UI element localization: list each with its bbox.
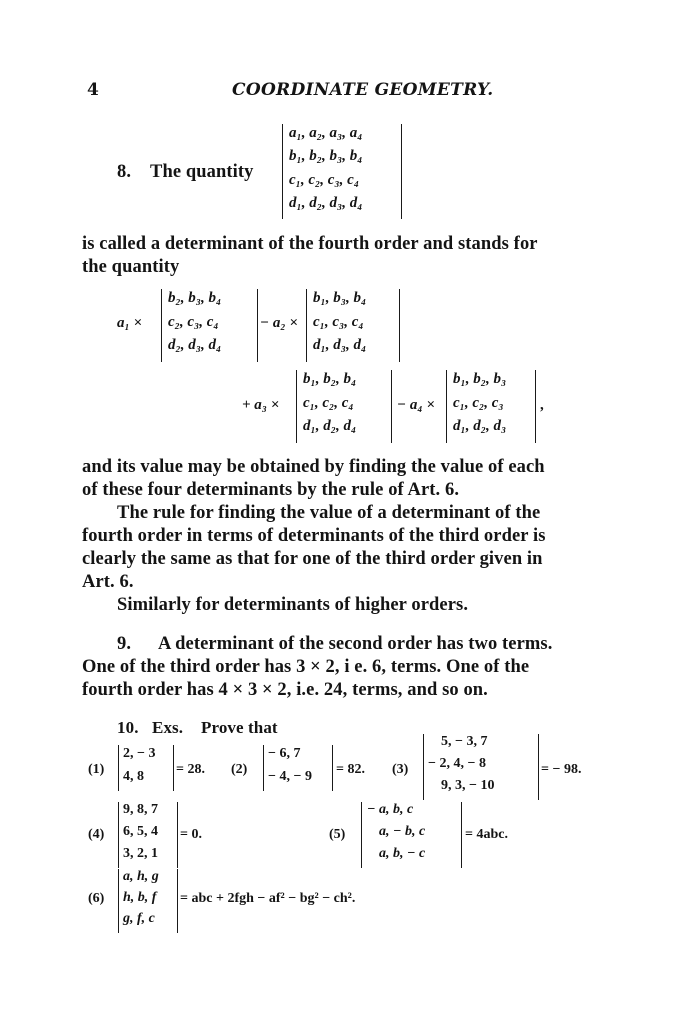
- matrix-row: h, b, f: [123, 890, 157, 905]
- body-line: One of the third order has 3 × 2, i e. 6, terms. One of the: [82, 657, 530, 677]
- matrix-row: 6, 5, 4: [123, 824, 158, 839]
- article-8-number: 8.: [117, 162, 132, 182]
- prove-that: Prove that: [201, 718, 278, 737]
- matrix-row: d₁, d₂, d₄: [303, 418, 357, 434]
- matrix-row: 4, 8: [123, 769, 144, 784]
- matrix-row: 2, − 3: [123, 746, 156, 761]
- example-5-determinant: [361, 802, 462, 868]
- example-3-label: (3): [392, 762, 409, 777]
- matrix-row: a, h, g: [123, 869, 159, 884]
- matrix-row: c₁, c₂, c₄: [303, 395, 354, 411]
- coefficient-a2: − a₂ ×: [260, 315, 298, 331]
- article-9-number: 9.: [117, 634, 132, 654]
- matrix-row: 3, 2, 1: [123, 846, 158, 861]
- matrix-row: c₁, c₂, c₃: [453, 395, 504, 411]
- body-line: clearly the same as that for one of the third order given in: [82, 549, 543, 569]
- example-1-result: = 28.: [176, 762, 205, 777]
- example-4-label: (4): [88, 827, 105, 842]
- matrix-row: d₁, d₃, d₄: [313, 337, 367, 353]
- matrix-row: − 4, − 9: [268, 769, 312, 784]
- matrix-row: d₁, d₂, d₃, d₄: [289, 195, 363, 211]
- body-line: fourth order in terms of determinants of the third order is: [82, 526, 546, 546]
- matrix-row: a, − b, c: [379, 824, 426, 839]
- example-6-result: = abc + 2fgh − af² − bg² − ch².: [180, 891, 356, 906]
- example-6-determinant: [118, 869, 178, 933]
- matrix-row: a, b, − c: [379, 846, 426, 861]
- matrix-row: c₂, c₃, c₄: [168, 314, 219, 330]
- coefficient-a1: a₁ ×: [117, 315, 143, 331]
- matrix-row: b₁, b₂, b₄: [303, 371, 357, 387]
- body-line: Art. 6.: [82, 572, 134, 592]
- body-line: of these four determinants by the rule of Art. 6.: [82, 480, 460, 500]
- body-line: the quantity: [82, 257, 180, 277]
- example-2-determinant: [263, 745, 333, 791]
- minor-determinant: [161, 289, 258, 362]
- matrix-row: b₁, b₂, b₃, b₄: [289, 148, 363, 164]
- running-title: COORDINATE GEOMETRY.: [232, 80, 494, 100]
- matrix-row: 9, 3, − 10: [441, 778, 495, 793]
- coefficient-a3: + a₃ ×: [242, 397, 280, 413]
- matrix-row: d₂, d₃, d₄: [168, 337, 222, 353]
- body-line: The rule for finding the value of a determinant of the: [117, 503, 541, 523]
- example-6-label: (6): [88, 891, 105, 906]
- matrix-row: − a, b, c: [367, 802, 414, 817]
- example-1-label: (1): [88, 762, 105, 777]
- example-4-determinant: [118, 802, 178, 868]
- body-line: A determinant of the second order has two terms.: [158, 634, 553, 654]
- trailing-comma: ,: [540, 397, 544, 413]
- minor-determinant: [306, 289, 400, 362]
- matrix-row: b₁, b₂, b₃: [453, 371, 507, 387]
- example-4-result: = 0.: [180, 827, 202, 842]
- body-line: fourth order has 4 × 3 × 2, i.e. 24, terms, and so on.: [82, 680, 488, 700]
- matrix-row: b₂, b₃, b₄: [168, 290, 222, 306]
- minor-determinant: [446, 370, 536, 443]
- coefficient-a4: − a₄ ×: [397, 397, 435, 413]
- article-10-number: 10.: [117, 718, 139, 737]
- matrix-row: c₁, c₂, c₃, c₄: [289, 172, 360, 188]
- fourth-order-determinant: [282, 124, 402, 219]
- page-number: 4: [87, 80, 99, 100]
- matrix-row: 5, − 3, 7: [441, 734, 488, 749]
- example-3-result: = − 98.: [541, 762, 582, 777]
- matrix-row: a₁, a₂, a₃, a₄: [289, 125, 363, 141]
- matrix-row: b₁, b₃, b₄: [313, 290, 367, 306]
- article-8-lead: The quantity: [150, 162, 254, 182]
- example-1-determinant: [118, 745, 174, 791]
- example-2-label: (2): [231, 762, 248, 777]
- minor-determinant: [296, 370, 392, 443]
- matrix-row: d₁, d₂, d₃: [453, 418, 507, 434]
- matrix-row: c₁, c₃, c₄: [313, 314, 364, 330]
- matrix-row: 9, 8, 7: [123, 802, 158, 817]
- matrix-row: − 6, 7: [268, 746, 301, 761]
- matrix-row: g, f, c: [123, 911, 155, 926]
- example-3-determinant: [423, 734, 539, 800]
- example-5-label: (5): [329, 827, 346, 842]
- examples-label: Exs.: [152, 718, 184, 737]
- body-line: and its value may be obtained by finding the value of each: [82, 457, 545, 477]
- body-line: is called a determinant of the fourth order and stands for: [82, 234, 538, 254]
- example-2-result: = 82.: [336, 762, 365, 777]
- matrix-row: − 2, 4, − 8: [428, 756, 486, 771]
- example-5-result: = 4abc.: [465, 827, 508, 842]
- body-line: Similarly for determinants of higher orders.: [117, 595, 469, 615]
